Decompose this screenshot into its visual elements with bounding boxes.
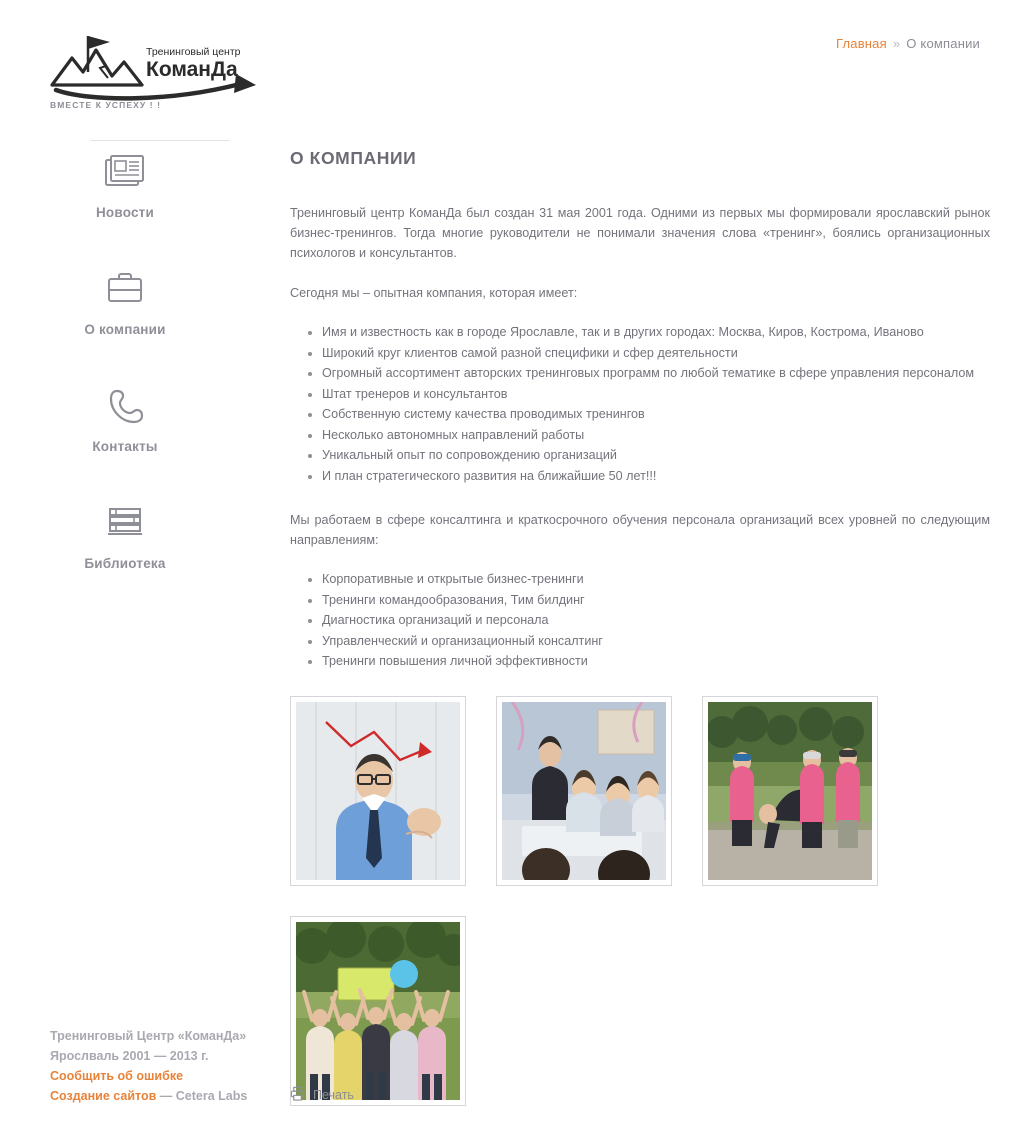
- logo-line2-text: КоманДа: [146, 58, 238, 81]
- footer-company: Тренинговый Центр «КоманДа»: [50, 1029, 247, 1043]
- list-item: Уникальный опыт по сопровождению организаций: [308, 446, 990, 466]
- intro-paragraph: Тренинговый центр КоманДа был создан 31 мая 2001 года. Одними из первых мы формировали ярославский рынок бизнес-тренингов. Тогда многие руководители не понимали значения слова «тренинг», боялись организационных психологов и консультантов.: [290, 206, 990, 260]
- site-logo[interactable]: [50, 28, 270, 112]
- phone-icon: [0, 383, 250, 429]
- list-item: Штат тренеров и консультантов: [308, 385, 990, 405]
- gallery-thumb-4[interactable]: [290, 916, 466, 1106]
- list-item: Тренинги командообразования, Тим билдинг: [308, 591, 990, 611]
- books-icon: [0, 500, 250, 546]
- list-item: Тренинги повышения личной эффективности: [308, 652, 990, 672]
- gallery-image-3: [708, 867, 872, 884]
- sidebar-item-contacts[interactable]: [0, 369, 250, 464]
- gallery-row: [290, 696, 910, 916]
- logo-line1-text: Тренинговый центр: [146, 46, 241, 58]
- footer-years: Ярослваль 2001 — 2013 г.: [50, 1049, 209, 1063]
- list-item: Несколько автономных направлений работы: [308, 426, 990, 446]
- gallery-thumb-3[interactable]: [702, 696, 878, 886]
- report-error-link[interactable]: Сообщить об ошибке: [50, 1069, 184, 1083]
- company-assets-list: [290, 323, 990, 486]
- sidebar-item-library[interactable]: [0, 486, 250, 581]
- gallery-image-1: [296, 867, 460, 884]
- list-item: Управленческий и организационный консалтинг: [308, 632, 990, 652]
- gallery-thumb-1[interactable]: [290, 696, 466, 886]
- breadcrumb-home-link[interactable]: Главная: [835, 36, 887, 51]
- breadcrumb-current: О компании: [906, 36, 980, 51]
- list-item: Собственную систему качества проводимых тренингов: [308, 405, 990, 425]
- services-list: [290, 570, 990, 672]
- main-content: [290, 148, 990, 1136]
- gallery-row: [290, 916, 910, 1136]
- list-item: И план стратегического развития на ближайшие 50 лет!!!: [308, 467, 990, 487]
- lead-paragraph: Сегодня мы – опытная компания, которая имеет:: [290, 286, 578, 300]
- page-title: О КОМПАНИИ: [290, 148, 417, 168]
- list-item: Имя и известность как в городе Ярославле, так и в других городах: Москва, Киров, Кострома, Иваново: [308, 323, 990, 343]
- sidebar-item-library-label: Библиотека: [84, 556, 166, 571]
- printer-icon: [290, 1086, 305, 1104]
- sidebar-item-about[interactable]: [0, 252, 250, 347]
- news-icon: [0, 149, 250, 195]
- briefcase-icon: [0, 266, 250, 312]
- breadcrumb: [836, 36, 980, 51]
- print-label: Печать: [313, 1088, 354, 1102]
- sidebar-item-news[interactable]: [0, 135, 250, 230]
- sidebar-item-news-label: Новости: [95, 205, 154, 220]
- gallery-image-2: [502, 867, 666, 884]
- footer-vendor: Cetera Labs: [175, 1089, 248, 1103]
- site-creation-link[interactable]: Создание сайтов: [50, 1089, 157, 1103]
- gallery-thumb-2[interactable]: [496, 696, 672, 886]
- sidebar-nav: [0, 135, 250, 603]
- list-item: Диагностика организаций и персонала: [308, 611, 990, 631]
- print-link[interactable]: [290, 1086, 354, 1104]
- directions-paragraph: Мы работаем в сфере консалтинга и краткосрочного обучения персонала организаций всех уровней по следующим направлениям:: [290, 513, 990, 547]
- logo-mountains-icon: [50, 28, 265, 104]
- footer-dash: —: [159, 1089, 173, 1103]
- list-item: Огромный ассортимент авторских тренинговых программ по любой тематике в сфере управления персоналом: [308, 364, 990, 384]
- footer: [50, 1026, 247, 1106]
- logo-tagline: ВМЕСТЕ К УСПЕХУ ! !: [50, 100, 162, 110]
- photo-gallery: [290, 696, 910, 1136]
- sidebar-item-about-label: О компании: [84, 322, 166, 337]
- list-item: Широкий круг клиентов самой разной специфики и сфер деятельности: [308, 344, 990, 364]
- list-item: Корпоративные и открытые бизнес-тренинги: [308, 570, 990, 590]
- breadcrumb-separator: »: [892, 36, 901, 51]
- sidebar-item-contacts-label: Контакты: [92, 439, 158, 454]
